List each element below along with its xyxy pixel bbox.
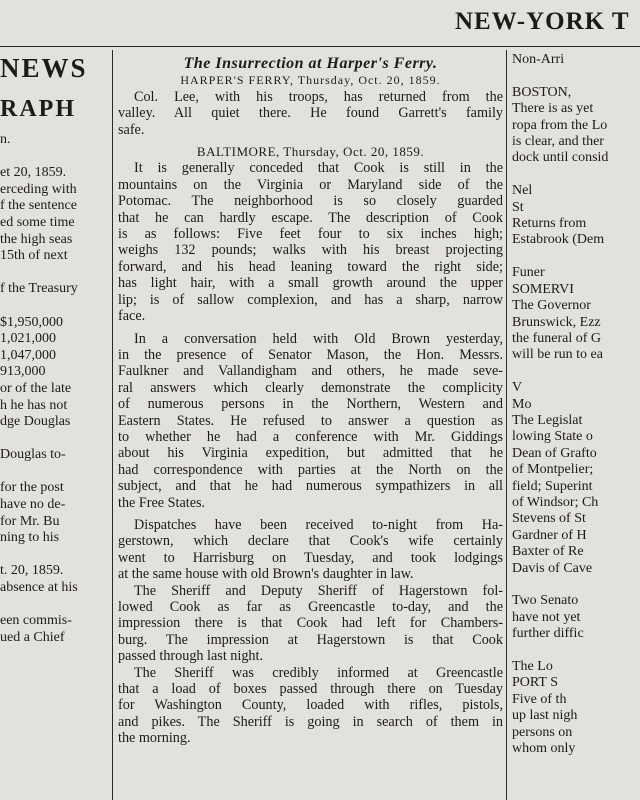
column-line: have not yet bbox=[512, 609, 581, 625]
article-line: Eastern States. He refused to answer a question as bbox=[118, 412, 503, 429]
article-line: that he can hardly escape. The description of Cook bbox=[118, 209, 503, 226]
column-line bbox=[512, 68, 640, 84]
column-line: up last nigh bbox=[512, 708, 578, 724]
article-paragraph-2 bbox=[118, 160, 503, 324]
article-line: burg. The impression at Hagerstown is that Cook bbox=[118, 631, 503, 648]
article-line: The Sheriff and Deputy Sheriff of Hagerstown fol- bbox=[134, 582, 503, 599]
article-line: went to Harrisburg on Tuesday, and took lodgings bbox=[118, 549, 503, 566]
article-line: gerstown, which declare that Cook's wife certainly bbox=[118, 533, 503, 550]
column-line bbox=[0, 431, 110, 448]
article-dateline-baltimore: BALTIMORE, Thursday, Oct. 20, 1859. bbox=[196, 144, 425, 160]
column-line: erceding with bbox=[0, 181, 77, 197]
column-line: The Lo bbox=[512, 659, 553, 675]
article-line: The Sheriff was credibly informed at Greencastle bbox=[134, 664, 503, 681]
column-line: of Windsor; Ch bbox=[512, 494, 599, 510]
left-column-text bbox=[0, 132, 110, 646]
column-line: 1,047,000 bbox=[0, 347, 56, 363]
column-line: have no de- bbox=[0, 497, 66, 513]
article-paragraph-6 bbox=[118, 665, 503, 747]
article-line: safe. bbox=[118, 121, 145, 138]
column-line: persons on bbox=[512, 724, 573, 740]
column-line: field; Superint bbox=[512, 478, 593, 494]
column-line: Five of th bbox=[512, 691, 567, 707]
article-line: about his Virginia expedition, but admitted that he bbox=[118, 445, 503, 462]
article-line: that a load of boxes passed through there on Tuesday bbox=[118, 681, 503, 698]
column-line: f the Treasury bbox=[0, 281, 78, 297]
column-line: Dean of Grafto bbox=[512, 445, 597, 461]
article-paragraph-1 bbox=[118, 89, 503, 138]
column-line: ning to his bbox=[0, 530, 60, 546]
column-line: 1,021,000 bbox=[0, 331, 56, 347]
article-line: is as follows: Five feet four to six inches high; bbox=[118, 226, 503, 243]
article-headline: The Insurrection at Harper's Ferry. bbox=[183, 56, 438, 72]
article-line: Col. Lee, with his troops, has returned from the bbox=[134, 88, 503, 105]
column-line: $1,950,000 bbox=[0, 314, 63, 330]
column-line: is clear, and ther bbox=[512, 134, 604, 150]
article-line: valley. All quiet there. He found Garrett's family bbox=[118, 105, 503, 122]
left-column-subtitle: RAPH bbox=[0, 96, 76, 122]
column-line: or of the late bbox=[0, 380, 72, 396]
article-paragraph-4 bbox=[118, 517, 503, 583]
column-line: for Mr. Bu bbox=[0, 513, 60, 529]
column-line bbox=[512, 167, 640, 183]
article-line: Potomac. The neighborhood is so closely guarded bbox=[118, 193, 503, 210]
column-line: et 20, 1859. bbox=[0, 165, 67, 181]
column-line: whom only bbox=[512, 741, 576, 757]
article-line: the morning. bbox=[118, 730, 191, 747]
column-line: Nel bbox=[512, 183, 533, 199]
column-line: further diffic bbox=[512, 626, 584, 642]
column-line: Funer bbox=[512, 265, 545, 281]
column-line: ued a Chief bbox=[0, 629, 65, 645]
article-line: for Washington County, loaded with rifles, pistols, bbox=[118, 697, 503, 714]
article-line: Faulkner and Vallandigham and others, he made seve- bbox=[118, 363, 503, 380]
column-line: absence at his bbox=[0, 580, 78, 596]
article-line: had correspondence with parties at the North on the bbox=[118, 461, 503, 478]
column-line: the high seas bbox=[0, 231, 73, 247]
column-line: Non-Arri bbox=[512, 52, 565, 67]
column-line: Davis of Cave bbox=[512, 560, 593, 576]
article-line: mountains on the Virginia or Maryland side of the bbox=[118, 176, 503, 193]
column-line: Gardner of H bbox=[512, 527, 587, 543]
article-dateline-harpers-ferry: HARPER'S FERRY, Thursday, Oct. 20, 1859. bbox=[180, 73, 441, 88]
column-line: f the sentence bbox=[0, 198, 77, 214]
article-line: of numerous persons in the Northern, Western and bbox=[118, 396, 503, 413]
column-line: The Legislat bbox=[512, 412, 583, 428]
column-line: Estabrook (Dem bbox=[512, 232, 605, 248]
article-line: It is generally conceded that Cook is still in the bbox=[134, 160, 503, 177]
column-line: Brunswick, Ezz bbox=[512, 314, 601, 330]
column-line: will be run to ea bbox=[512, 347, 603, 363]
column-line: ed some time bbox=[0, 214, 75, 230]
column-line: BOSTON, bbox=[512, 84, 572, 100]
column-line: of Montpelier; bbox=[512, 462, 594, 478]
left-column bbox=[0, 52, 110, 646]
column-rule-left bbox=[112, 50, 113, 800]
masthead: NEW-YORK T bbox=[455, 8, 630, 35]
article-line: subject, and that he had numerous sympathizers in all bbox=[118, 478, 503, 495]
column-line: dock until consid bbox=[512, 150, 609, 166]
column-line: Mo bbox=[512, 396, 532, 412]
column-line: n. bbox=[0, 132, 11, 147]
article-line: in the presence of Senator Mason, the Hon. Messrs. bbox=[118, 346, 503, 363]
column-line: ropa from the Lo bbox=[512, 117, 608, 133]
column-line: for the post bbox=[0, 480, 64, 496]
article-line: In a conversation held with Old Brown yesterday, bbox=[134, 330, 503, 347]
article-line: to whether he had a conference with Mr. Giddings bbox=[118, 428, 503, 445]
column-line: lowing State o bbox=[512, 429, 593, 445]
column-line: V bbox=[512, 380, 523, 396]
column-line: 15th of next bbox=[0, 248, 68, 264]
column-line bbox=[0, 265, 110, 282]
column-line: 913,000 bbox=[0, 364, 46, 380]
column-line: Returns from bbox=[512, 216, 587, 232]
column-line: Two Senato bbox=[512, 593, 579, 609]
column-line: the funeral of G bbox=[512, 330, 602, 346]
column-line bbox=[0, 464, 110, 481]
article-line: impression there is that Cook had left for Chambers- bbox=[118, 615, 503, 632]
article-line: ral answers which clearly demonstrate the complicity bbox=[118, 379, 503, 396]
column-line: Stevens of St bbox=[512, 511, 586, 527]
article-line: has light hair, with a small growth around the upper bbox=[118, 275, 503, 292]
column-line bbox=[512, 364, 640, 380]
column-line bbox=[0, 597, 110, 614]
column-line: een commis- bbox=[0, 613, 72, 629]
article-line: and pikes. The Sheriff is going in search of them in bbox=[118, 713, 503, 730]
article-line: forward, and his head leaning toward the right side; bbox=[118, 258, 503, 275]
column-line bbox=[0, 149, 110, 166]
column-line: Baxter of Re bbox=[512, 544, 584, 560]
article-line: at the same house with old Brown's daughter in law. bbox=[118, 566, 414, 583]
column-line: SOMERVI bbox=[512, 281, 574, 297]
column-line bbox=[512, 577, 640, 593]
column-rule-right bbox=[506, 50, 507, 800]
article-line: passed through last night. bbox=[118, 648, 264, 665]
article-line: lip; is of sallow complexion, and has a sharp, narrow bbox=[118, 291, 503, 308]
column-line bbox=[0, 547, 110, 564]
article-line: face. bbox=[118, 308, 146, 325]
column-line bbox=[0, 298, 110, 315]
right-column bbox=[512, 52, 640, 757]
article-line: lowed Cook as far as Greencastle to-day, and the bbox=[118, 599, 503, 615]
column-line bbox=[512, 643, 640, 659]
column-line: dge Douglas bbox=[0, 414, 71, 430]
column-line: The Governor bbox=[512, 298, 591, 314]
article-paragraph-5 bbox=[118, 583, 503, 665]
column-line: h he has not bbox=[0, 397, 68, 413]
column-line: St bbox=[512, 199, 524, 215]
article-paragraph-3 bbox=[118, 331, 503, 511]
column-line: There is as yet bbox=[512, 101, 594, 117]
left-column-title: NEWS bbox=[0, 53, 88, 83]
column-line: Douglas to- bbox=[0, 447, 66, 463]
masthead-rule bbox=[0, 46, 640, 47]
article-column bbox=[118, 56, 503, 747]
column-line: PORT S bbox=[512, 675, 558, 691]
column-line bbox=[512, 249, 640, 265]
article-line: Dispatches have been received to-night from Ha- bbox=[134, 516, 503, 533]
article-line: weighs 132 pounds; walks with his breast projecting bbox=[118, 242, 503, 259]
article-line: the Free States. bbox=[118, 494, 206, 511]
column-line: t. 20, 1859. bbox=[0, 563, 64, 579]
